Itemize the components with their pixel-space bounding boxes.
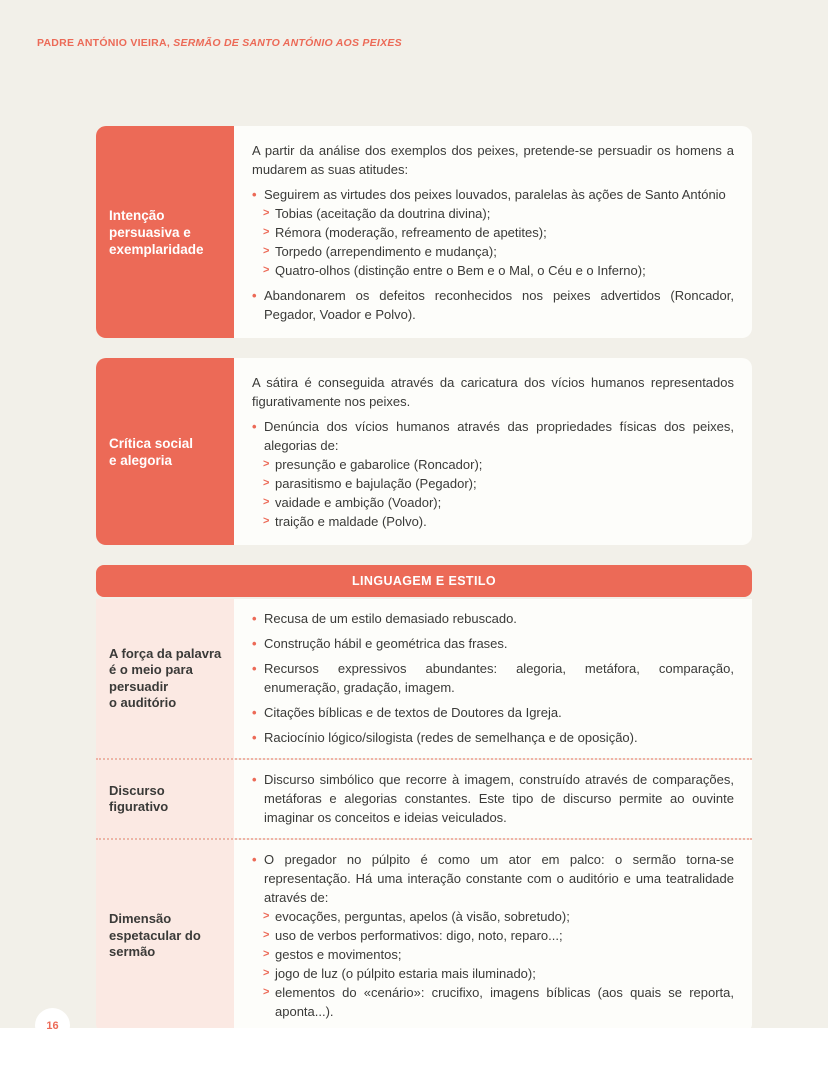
- table-row: [96, 599, 752, 760]
- sub-item: > Tobias (aceitação da doutrina divina);: [252, 204, 734, 223]
- sub-item: > parasitismo e bajulação (Pegador);: [252, 474, 734, 493]
- sub-item: > traição e maldade (Polvo).: [252, 512, 734, 531]
- page-bottom-edge: [0, 1028, 828, 1078]
- bullet-item: • O pregador no púlpito é como um ator em palco: o sermão torna-se representação. Há uma interação constante com o auditório e uma teatralidade através de:: [252, 850, 734, 907]
- sub-item: > elementos do «cenário»: crucifixo, imagens bíblicas (aos quais se reporta, aponta...).: [252, 983, 734, 1021]
- sub-item: > vaidade e ambição (Voador);: [252, 493, 734, 512]
- page-number: 16: [35, 1008, 70, 1043]
- page-header: [37, 37, 402, 49]
- header-author: PADRE ANTÓNIO VIEIRA,: [37, 37, 174, 49]
- linguagem-e-estilo-table: [96, 599, 752, 1032]
- sub-item: > Quatro-olhos (distinção entre o Bem e o Mal, o Céu e o Inferno);: [252, 261, 734, 280]
- card-content: [234, 126, 752, 338]
- row-content: [234, 840, 752, 1032]
- bullet-item: • Denúncia dos vícios humanos através das propriedades físicas dos peixes, alegorias de:: [252, 417, 734, 455]
- sub-item: > evocações, perguntas, apelos (à visão, sobretudo);: [252, 907, 734, 926]
- bullet-item: • Abandonarem os defeitos reconhecidos nos peixes advertidos (Roncador, Pegador, Voador e Polvo).: [252, 286, 734, 324]
- header-work-title: SERMÃO DE SANTO ANTÓNIO AOS PEIXES: [173, 37, 402, 49]
- intro-paragraph: A partir da análise dos exemplos dos peixes, pretende-se persuadir os homens a mudarem as suas atitudes:: [252, 143, 734, 177]
- bullet-item: • Raciocínio lógico/silogista (redes de semelhança e de oposição).: [252, 728, 734, 747]
- card-label: Intenção persuasiva e exemplaridade: [96, 126, 234, 338]
- sub-item: > gestos e movimentos;: [252, 945, 734, 964]
- intro-paragraph: A sátira é conseguida através da caricatura dos vícios humanos representados figurativamente nos peixes.: [252, 375, 734, 409]
- table-row: [96, 840, 752, 1032]
- card-content: [234, 358, 752, 545]
- bullet-item: • Recursos expressivos abundantes: alegoria, metáfora, comparação, enumeração, gradação, imagem.: [252, 659, 734, 697]
- bullet-item: • Seguirem as virtudes dos peixes louvados, paralelas às ações de Santo António: [252, 185, 734, 204]
- table-header-linguagem-e-estilo: LINGUAGEM E ESTILO: [96, 565, 752, 597]
- card-label: Crítica social e alegoria: [96, 358, 234, 545]
- sub-item: > Torpedo (arrependimento e mudança);: [252, 242, 734, 261]
- bullet-item: • Discurso simbólico que recorre à imagem, construído através de comparações, metáforas e alegorias constantes. Este tipo de discurso permite ao ouvinte imaginar os conceitos e ideias veiculados.: [252, 770, 734, 827]
- row-content: [234, 760, 752, 838]
- sub-item: > jogo de luz (o púlpito estaria mais iluminado);: [252, 964, 734, 983]
- sub-item: > presunção e gabarolice (Roncador);: [252, 455, 734, 474]
- sub-item: > uso de verbos performativos: digo, noto, reparo...;: [252, 926, 734, 945]
- table-row: [96, 760, 752, 840]
- card-intencao-persuasiva: [96, 126, 752, 338]
- bullet-item: • Construção hábil e geométrica das frases.: [252, 634, 734, 653]
- row-label: Discurso figurativo: [96, 760, 234, 838]
- row-label: A força da palavra é o meio para persuadir o auditório: [96, 599, 234, 758]
- row-label: Dimensão espetacular do sermão: [96, 840, 234, 1032]
- bullet-item: • Recusa de um estilo demasiado rebuscado.: [252, 609, 734, 628]
- row-content: [234, 599, 752, 758]
- bullet-item: • Citações bíblicas e de textos de Doutores da Igreja.: [252, 703, 734, 722]
- card-critica-social: [96, 358, 752, 545]
- sub-item: > Rémora (moderação, refreamento de apetites);: [252, 223, 734, 242]
